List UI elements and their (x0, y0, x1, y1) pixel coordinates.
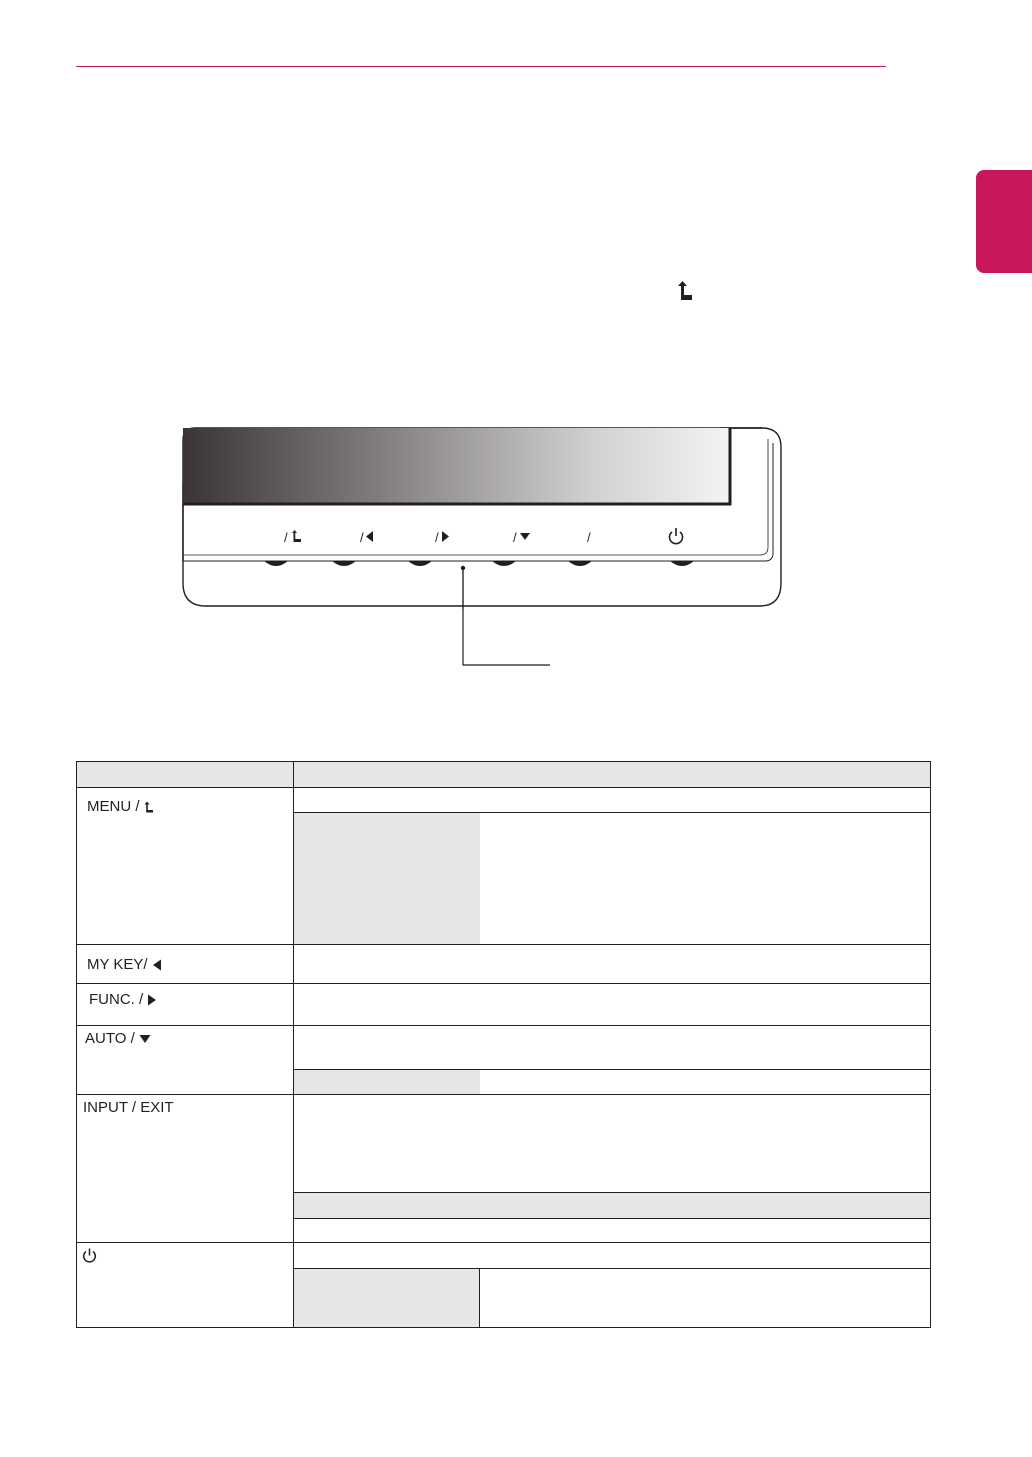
key-func (89, 991, 157, 1009)
monitor-label-1: / (284, 530, 288, 545)
header-rule (76, 66, 886, 67)
power-subcell (293, 1268, 480, 1327)
button-bump-1 (264, 561, 288, 566)
monitor-label-3: / (435, 530, 439, 545)
menu-return-arrow-icon (292, 530, 301, 542)
button-bump-2 (332, 561, 356, 566)
key-power (82, 1248, 101, 1264)
key-menu-label: MENU / (87, 798, 140, 815)
button-bump-6 (670, 561, 694, 566)
menu-subcell (293, 812, 480, 944)
button-functions-table (76, 761, 931, 1328)
monitor-label-4: / (513, 530, 517, 545)
key-input-exit (83, 1099, 174, 1117)
monitor-label-5: / (587, 530, 591, 545)
button-bump-5 (568, 561, 592, 566)
callout-leader (460, 560, 560, 670)
key-auto-label: AUTO / (85, 1030, 135, 1047)
button-bump-3 (408, 561, 432, 566)
down-triangle-icon (139, 1034, 151, 1044)
key-input-exit-label: INPUT / EXIT (83, 1099, 174, 1116)
power-icon (82, 1248, 97, 1264)
monitor-screen (183, 428, 730, 504)
power-icon (670, 528, 683, 544)
left-triangle-icon (152, 959, 162, 971)
key-mykey (87, 956, 162, 974)
auto-subcell (293, 1069, 480, 1094)
menu-return-arrow-icon (676, 281, 692, 301)
key-func-label: FUNC. / (89, 991, 144, 1008)
down-triangle-icon (520, 533, 530, 540)
monitor-label-2: / (360, 530, 364, 545)
key-menu (87, 798, 153, 816)
menu-return-arrow-icon (144, 801, 153, 813)
header-row (77, 762, 930, 787)
right-triangle-icon (442, 531, 449, 542)
section-side-tab (976, 170, 1032, 273)
right-triangle-icon (147, 994, 157, 1006)
left-triangle-icon (366, 531, 373, 542)
key-mykey-label: MY KEY/ (87, 956, 148, 973)
input-subcell (293, 1192, 930, 1218)
key-auto (85, 1030, 151, 1048)
